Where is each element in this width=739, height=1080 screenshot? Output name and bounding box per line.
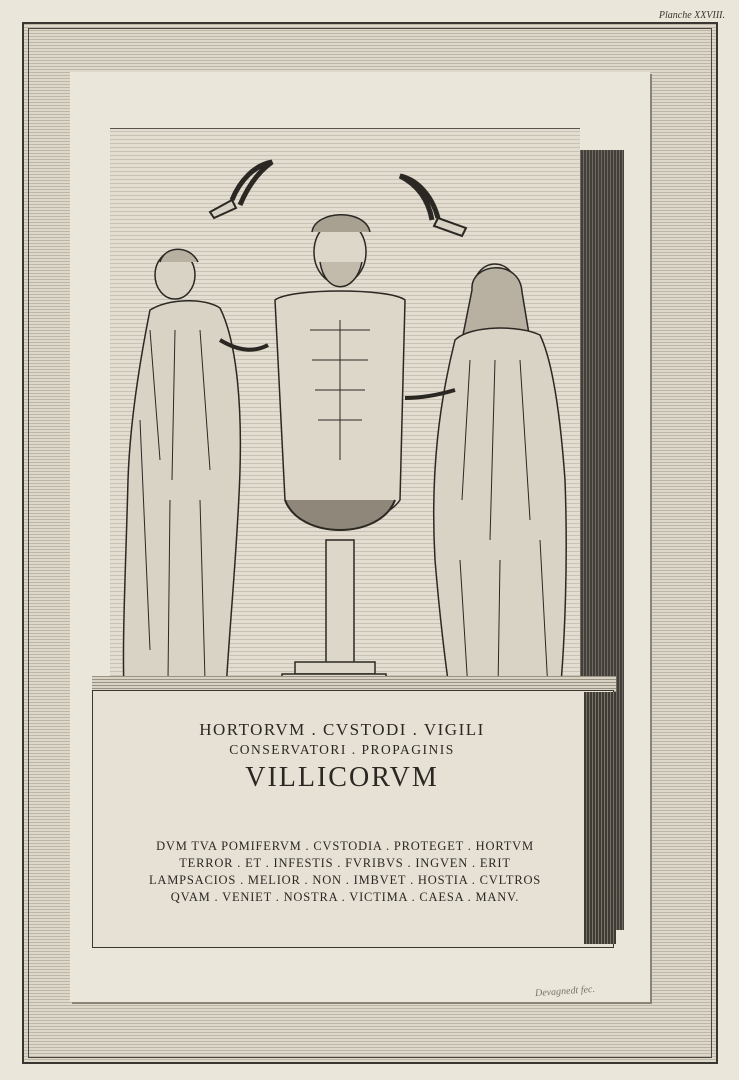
verse-line-4: QVAM . VENIET . NOSTRA . VICTIMA . CAESA . MANV. [170,890,520,904]
verse-line-2: TERROR . ET . INFESTIS . FVRIBVS . INGVEN . ERIT [179,856,511,870]
inscription-line-3: VILLICORVM [245,762,439,793]
plate-number: Planche XXVIII. [658,10,725,21]
sickle-left-icon [210,162,272,218]
central-herm-figure [275,215,405,694]
inscription-line-1: HORTORVM . CVSTODI . VIGILI [199,720,485,739]
left-female-figure [123,249,268,690]
verse-inscription [110,838,580,906]
inscription-line-2: CONSERVATORI . PROPAGINIS [229,742,455,757]
right-female-figure [405,264,566,695]
verse-line-1: DVM TVA POMIFERVM . CVSTODIA . PROTEGET . HORTVM [156,839,534,853]
verse-line-3: LAMPSACIOS . MELIOR . NON . IMBVET . HOSTIA . CVLTROS [148,873,542,887]
engraver-signature: Devagnedt fec. [534,983,596,1000]
dedication-inscription [92,720,592,794]
sickle-right-icon [400,176,466,236]
